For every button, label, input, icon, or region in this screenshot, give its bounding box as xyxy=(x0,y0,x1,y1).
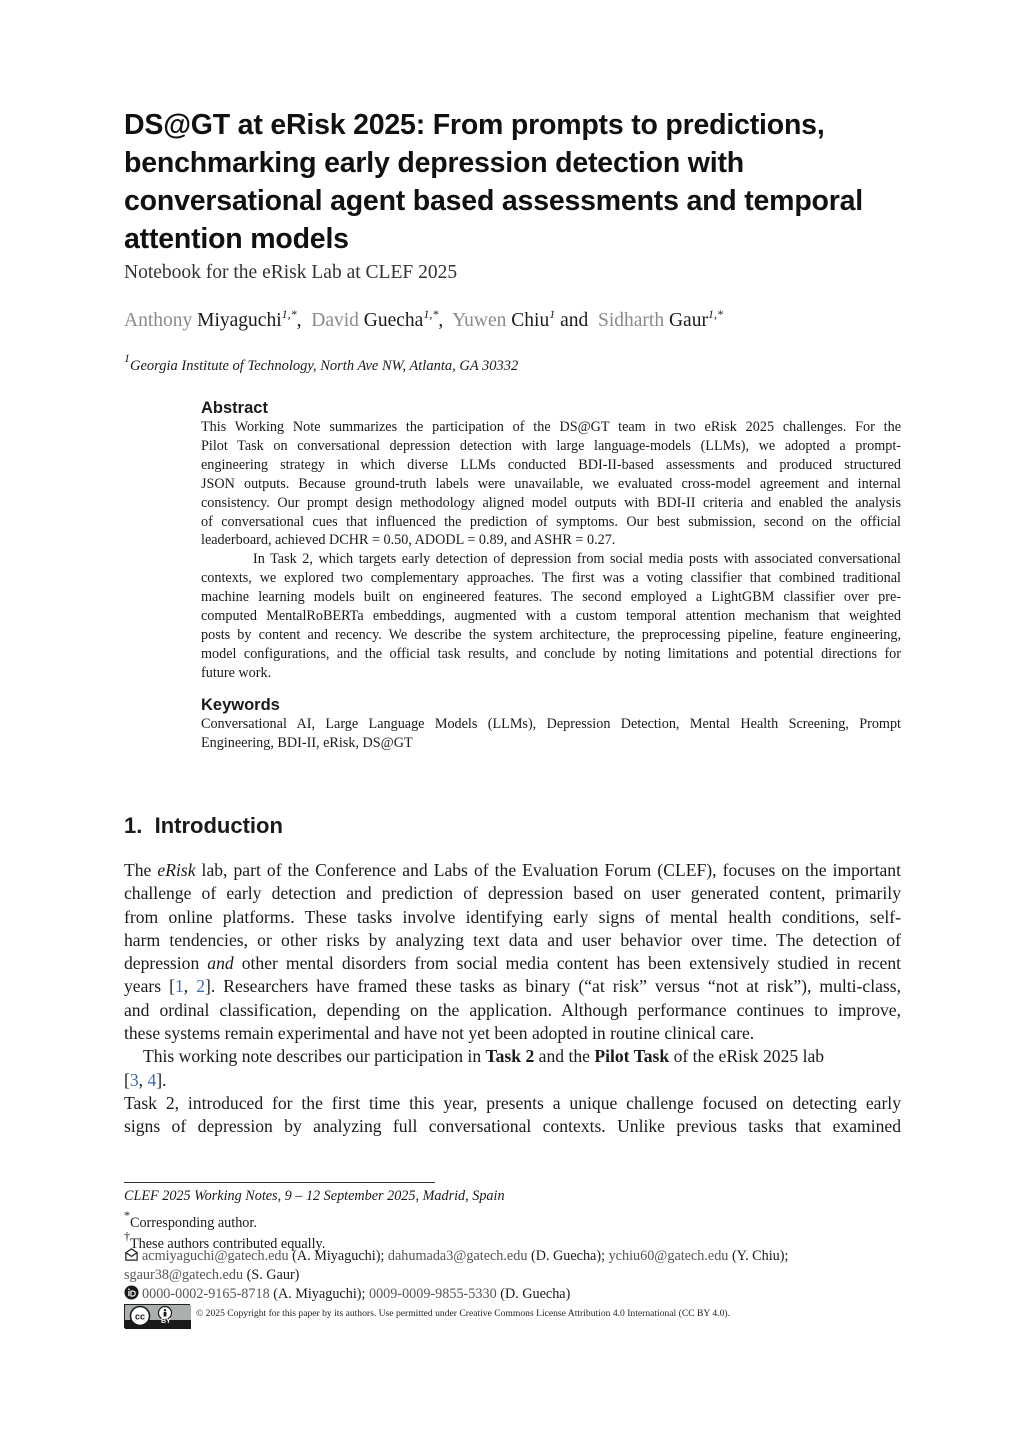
author[interactable]: Yuwen Chiu$^1$ and xyxy=(452,307,589,331)
body-line: challenge of early detection and prediction of depression based on user generated content, primarily xyxy=(124,883,901,904)
abstract-line: computed MentalRoBERTa embeddings, augmented with a custom temporal attention mechanism that weighted xyxy=(201,608,901,625)
keywords-heading: Keywords xyxy=(201,696,280,714)
section-heading-introduction: 1. Introduction xyxy=(124,813,283,838)
creative-commons-icon xyxy=(125,1305,191,1329)
paper-subtitle: Notebook for the eRisk Lab at CLEF 2025 xyxy=(124,262,458,283)
body-line: depression and other mental disorders from social media content has been extensively studied in recent xyxy=(124,953,901,974)
title-line: DS@GT at eRisk 2025: From prompts to predictions, xyxy=(124,109,825,141)
keywords-text xyxy=(201,715,901,753)
keywords-line: Conversational AI, Large Language Models (LLMs), Depression Detection, Mental Health Screening, Prompt xyxy=(201,716,901,732)
abstract-line: model configurations, and the official task results, and conclude by noting limitations and potential directions for xyxy=(201,645,901,662)
body-line: [3, 4]. xyxy=(124,1069,167,1090)
body-line: years [1, 2]. Researchers have framed these tasks as binary (“at risk” versus “not at risk”), multi-class, xyxy=(124,976,902,997)
abstract-text xyxy=(201,418,901,683)
abstract-heading: Abstract xyxy=(201,399,268,417)
email-link[interactable]: acmiyaguchi@gatech.edu xyxy=(142,1248,289,1264)
abstract-section xyxy=(201,399,901,683)
affiliation: $^1$Georgia Institute of Technology, North Ave NW, Atlanta, GA 30332 xyxy=(124,351,519,374)
email-link[interactable]: sgaur38@gatech.edu xyxy=(124,1267,244,1283)
body-line: signs of depression by analyzing full conversational contexts. Unlike previous tasks that examined xyxy=(124,1116,901,1137)
footnote-emails: acmiyaguchi@gatech.edu (A. Miyaguchi); dahumada3@gatech.edu (D. Guecha); ychiu60@gatech.edu (Y. Chiu); xyxy=(124,1247,788,1267)
author[interactable]: David Guecha$^{1,*}$, xyxy=(311,307,444,331)
cc-by-license-badge[interactable] xyxy=(124,1304,190,1328)
keywords-section xyxy=(201,696,901,753)
email-link[interactable]: ychiu60@gatech.edu xyxy=(608,1248,729,1264)
abstract-line: JSON outputs. Because ground-truth labels were unavailable, we evaluated cross-model agreement and internal xyxy=(201,475,901,492)
title-line: attention models xyxy=(124,223,349,255)
abstract-line: In Task 2, which targets early detection of depression from social media posts with associated conversational xyxy=(253,551,901,568)
abstract-line: future work. xyxy=(201,664,272,681)
footnote-conference: CLEF 2025 Working Notes, 9 – 12 September 2025, Madrid, Spain xyxy=(124,1188,505,1204)
footnote-equal: †These authors contributed equally. xyxy=(124,1229,326,1252)
author-list xyxy=(124,307,723,332)
abstract-line: contexts, we explored two complementary approaches. The first was a voting classifier that combined traditional xyxy=(201,570,901,587)
abstract-line: engineering strategy in which diverse LLMs conducted BDI-II-based assessments and produced structured xyxy=(201,456,901,473)
abstract-line: of conversational cues that influenced the prediction of symptoms. Our best submission, second on the official xyxy=(201,513,901,530)
abstract-line: posts by content and recency. We describe the system architecture, the preprocessing pipeline, feature engineering, xyxy=(201,626,901,643)
body-line: This working note describes our participation in Task 2 and the Pilot Task of the eRisk 2025 lab xyxy=(143,1046,825,1067)
footnote-corresponding: *Corresponding author. xyxy=(124,1208,257,1231)
title-line: benchmarking early depression detection with xyxy=(124,147,744,179)
keywords-line: Engineering, BDI-II, eRisk, DS@GT xyxy=(201,734,413,751)
introduction-body xyxy=(124,859,901,1139)
email-link[interactable]: dahumada3@gatech.edu xyxy=(387,1248,528,1264)
body-line: these systems remain experimental and have not yet been adopted in routine clinical care. xyxy=(124,1023,755,1044)
body-line: from online platforms. These tasks involve identifying early signs of mental health conditions, self- xyxy=(124,906,901,927)
abstract-line: Pilot Task on conversational depression detection with large language-models (LLMs), we adopted a prompt- xyxy=(201,437,901,454)
cc-by-icon: BY xyxy=(161,1318,171,1325)
orcid-link[interactable]: 0000-0002-9165-8718 xyxy=(142,1286,270,1302)
citation-link[interactable]: 4 xyxy=(147,1069,157,1090)
citation-link[interactable]: 2 xyxy=(196,976,206,997)
body-line: The eRisk lab, part of the Conference and Labs of the Evaluation Forum (CLEF), focuses on the important xyxy=(124,860,901,880)
paper-title xyxy=(124,106,914,258)
author[interactable]: Sidharth Gaur$^{1,*}$ xyxy=(598,307,723,331)
footnote-orcids: 0000-0002-9165-8718 (A. Miyaguchi); 0009-0009-9855-5330 (D. Guecha) xyxy=(124,1285,570,1305)
abstract-line: This Working Note summarizes the participation of the DS@GT team in two eRisk 2025 challenges. For the xyxy=(201,419,901,435)
license-text: © 2025 Copyright for this paper by its authors. Use permitted under Creative Commons License Attribution 4.0 International (CC BY 4.0). xyxy=(196,1308,730,1319)
author[interactable]: Anthony Miyaguchi$^{1,*}$, xyxy=(124,307,302,331)
abstract-line: leaderboard, achieved DCHR = 0.50, ADODL = 0.89, and ASHR = 0.27. xyxy=(201,532,616,549)
body-line: Task 2, introduced for the first time this year, presents a unique challenge focused on detecting early xyxy=(124,1092,901,1113)
body-line: and ordinal classification, depending on the application. Although performance continues to improve, xyxy=(124,999,901,1020)
footnote-rule xyxy=(124,1182,435,1183)
body-line: harm tendencies, or other risks by analyzing text data and user behavior over time. The detection of xyxy=(124,929,901,950)
envelope-icon xyxy=(124,1247,139,1262)
abstract-line: machine learning models built on engineered features. The second employed a LightGBM classifier over pre- xyxy=(201,589,901,606)
svg-text:cc: cc xyxy=(134,1311,146,1322)
abstract-line: consistency. Our prompt design methodology aligned model outputs with BDI-II criteria and enabled the analysis xyxy=(201,494,901,511)
footnote-emails-cont: sgaur38@gatech.edu (S. Gaur) xyxy=(124,1267,300,1283)
citation-link[interactable]: 1 xyxy=(175,976,184,997)
citation-link[interactable]: 3 xyxy=(129,1069,139,1090)
orcid-icon xyxy=(124,1285,139,1300)
title-line: conversational agent based assessments and temporal xyxy=(124,185,863,217)
orcid-link[interactable]: 0009-0009-9855-5330 xyxy=(368,1286,497,1302)
